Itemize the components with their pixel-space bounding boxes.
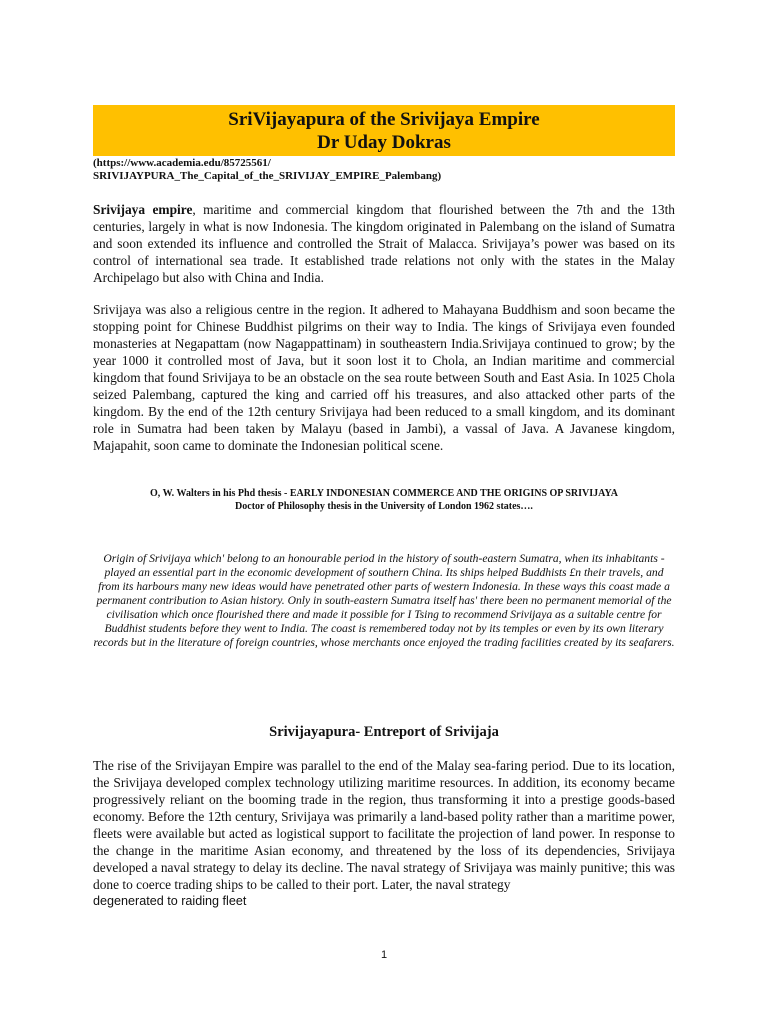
religion-paragraph — [93, 301, 675, 454]
document-author: Dr Uday Dokras — [317, 132, 451, 153]
intro-paragraph — [93, 201, 675, 286]
intro-paragraph-text: , maritime and commercial kingdom that flourished between the 7th and the 13th centuries, largely in what is now Indonesia. The kingdom originated in Palembang on the island of Sumatra and soon extended its influence and controlled the Strait of Malacca. Srivijaya’s power was based on its control of international sea trade. It established trade relations not only with the states in the Malay Archipelago but also with China and India. — [93, 202, 675, 286]
entreport-paragraph-text: The rise of the Srivijayan Empire was parallel to the end of the Malay sea-faring period. Due to its location, the Srivijaya developed complex technology utilizing maritime resources. In addition, its economy became progressively reliant on the booming trade in the region, thus transforming it into a prestige goods-based economy. Before the 12th century, Srivijaya was primarily a land-based polity rather than a maritime power, fleets were available but acted as logistical support to facilitate the projection of land power. In response to the change in the maritime Asian economy, and threatened by the loss of its dependencies, Srivijaya developed a naval strategy to delay its decline. The naval strategy of Srivijaya was mainly punitive; this was done to coerce trading ships to be called to their port. Later, the naval strategy — [93, 758, 675, 893]
thesis-citation-line-2: Doctor of Philosophy thesis in the University of London 1962 states…. — [235, 500, 533, 512]
source-url-line-2: SRIVIJAYPURA_The_Capital_of_the_SRIVIJAY_EMPIRE_Palembang) — [93, 170, 442, 182]
section-heading: Srivijayapura- Entreport of Srivijaja — [269, 724, 499, 740]
thesis-citation — [93, 488, 675, 513]
block-quote-text: Origin of Srivijaya which' belong to an honourable period in the history of south-eastern Sumatra, when its inhabitants -played an essential part in the economic development of southern China. Its ships helped Buddhists £n their travels, and from its harbours many new ideas would have penetrated other parts of western Indonesia. In these ways this coast made a permanent contribution to Asian history. Only in south-eastern Sumatra itself has' there been no permanent memorial of the civilisation which once flourished there and made it possible for I Tsing to recommend Srivijaya as a suitable centre for Buddhist students before they went to India. The coast is remembered today not by its temples or even by its own literary records but in the literature of foreign countries, whose merchants once enjoyed the trading facilities created by its seafarers. — [93, 552, 675, 649]
religion-paragraph-text: Srivijaya was also a religious centre in the region. It adhered to Mahayana Buddhism and soon became the stopping point for Chinese Buddhist pilgrims on their way to India. The kings of Srivijaya even founded monasteries at Negapattam (now Nagappattinam) in southeastern India.Srivijaya continued to grow; by the year 1000 it controlled most of Java, but it soon lost it to Chola, an Indian maritime and commercial kingdom that found Srivijaya to be an obstacle on the sea route between South and East Asia. In 1025 Chola seized Palembang, captured the king and carried off his treasures, and also attacked other parts of the kingdom. By the end of the 12th century Srivijaya had been reduced to a small kingdom, and its dominant role in Sumatra had been taken by Malayu (based in Jambi), a vassal of Java. A Javanese kingdom, Majapahit, soon came to dominate the Indonesian political scene. — [93, 302, 675, 454]
page-number: 1 — [380, 949, 388, 961]
intro-lead-term: Srivijaya empire — [93, 202, 193, 217]
title-banner — [93, 105, 675, 156]
source-url-line-1: (https://www.academia.edu/85725561/ — [93, 157, 271, 169]
block-quote — [93, 552, 675, 650]
thesis-citation-line-1: O, W. Walters in his Phd thesis - EARLY INDONESIAN COMMERCE AND THE ORIGINS OP SRIVIJAYA — [150, 488, 618, 499]
source-reference — [93, 157, 683, 183]
document-title: SriVijayapura of the Srivijaya Empire — [228, 109, 540, 130]
entreport-paragraph-tail: degenerated to raiding fleet — [93, 894, 247, 909]
entreport-paragraph — [93, 757, 675, 910]
